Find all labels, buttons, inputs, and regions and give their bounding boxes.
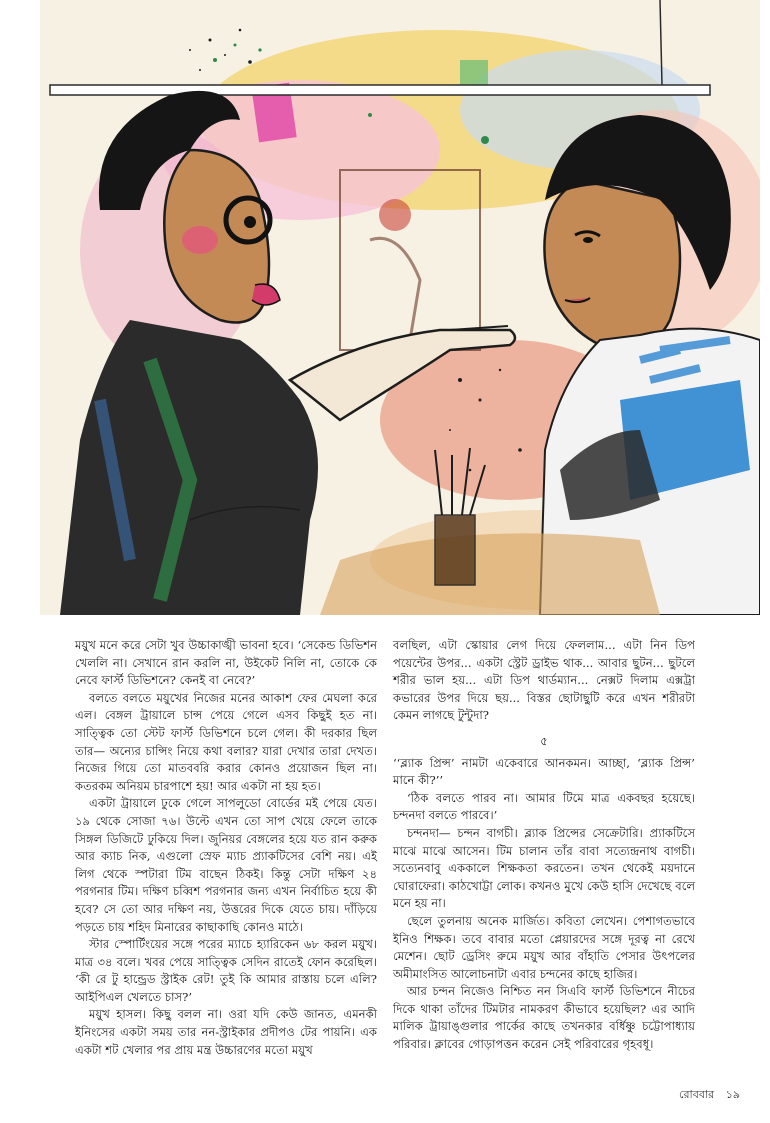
article-body xyxy=(75,637,695,1057)
paragraph: ময়ুখ হাসল। কিছু বলল না। ওরা যদি কেউ জানত, এমনকী ইনিংসের একটা সময় তার নন-স্ট্রাইকার প্রদীপও টের পায়নি। এক একটা শট খেলার পর প্রায় মন্ত্র উচ্চারণের মতো ময়ুখ xyxy=(75,1007,377,1057)
paragraph: স্টার স্পোর্টিংয়ের সঙ্গে পরের ম্যাচে হ্যারিকেন ৬৮ করল ময়ুখ। মাত্র ৩৪ বলে। খবর পেয়ে সাত্ত্বিক সেদিন রাতেই ফোন করেছিল। ‘কী রে টু হান্ড্রেড স্ট্রাইক রেট! তুই কি আমার রাস্তায় চলে এলি? আইপিএল খেলতে চাস?’ xyxy=(75,937,377,1004)
paragraph: একটা ট্রায়ালে ঢুকে গেলে সাপলুডো বোর্ডের মই পেয়ে যেত। ১৯ থেকে সোজা ৭৬। উল্টে এখন তো সাপ খেয়ে ফেলে তাকে সিঙ্গল ডিজিটে ঢুকিয়ে দিল। জুনিয়র বেঙ্গলের হয়ে যত রান করুক আর ক্যাচ নিক, এগুলো স্রেফ ম্যাচ প্র্যাকটিসের বেশি নয়। এই লিগ থেকে স্পটারা টিম বাছেন ঠিকই। কিন্তু সেটা দক্ষিণ ২৪ পরগনার টিম। দক্ষিণ চব্বিশ পরগনার জন্য এখন নির্বাচিত হয়ে কী হবে? সে তো আর দক্ষিণ নয়, উত্তরের দিকে যেতে চায়। দাঁড়িয়ে পড়তে চায় শহিদ মিনারের কাছাকাছি কোনও মাঠে। xyxy=(75,796,377,934)
paragraph: বলছিল, এটা স্কোয়ার লেগ দিয়ে ফেললাম... এটা নিন ডিপ পয়েন্টের উপর... একটা স্ট্রেট ড্রাইভ থাক... আবার ছুটন... ছুটলে শরীর ভাল হয়... এটা ডিপ থার্ডম্যান... নেক্সট দিলাম এক্সট্রা কভারের উপর দিয়ে ছয়... বিস্তর ছোটাছুটি করে এখন শরীরটা কেমন লাগছে টুন্টুদা? xyxy=(393,638,695,723)
paragraph: ময়ুখ মনে করে সেটা খুব উচ্চাকাঙ্খী ভাবনা হবে। ‘সেকেন্ড ডিভিশন খেললি না। সেখানে রান করলি না, উইকেট নিলি না, তোকে কে নেবে ফার্স্ট ডিভিশনে? কেনই বা নেবে?’ xyxy=(75,638,377,688)
page-number: ১৯ xyxy=(725,1088,740,1101)
page-footer xyxy=(679,1086,740,1105)
story-illustration xyxy=(40,0,760,615)
paragraph: ‘ঠিক বলতে পারব না। আমার টিমে মাত্র একবছর হয়েছে। চন্দনদা বলতে পারবে।’ xyxy=(393,790,695,823)
paragraph: ‘‘ব্ল্যাক প্রিন্স’ নামটা একেবারে আনকমন। আচ্ছা, ‘ব্ল্যাক প্রিন্স’ মানে কী?’’ xyxy=(393,755,695,788)
paragraph: আর চন্দন নিজেও নিশ্চিত নন সিএবি ফার্স্ট ডিভিশনে নীচের দিকে থাকা তাঁদের টিমটার নামকরণ কীভাবে হয়েছিল? এর আদি মালিক ট্রায়াঙ্গুলার পার্কের কাছে তখনকার বর্ধিষ্ণু চট্টোপাধ্যায় পরিবার। ক্লাবের গোড়াপত্তন করেন সেই পরিবারের গৃহবধূ। xyxy=(393,984,695,1052)
paragraph: বলতে বলতে ময়ুখের নিজের মনের আকাশ ফের মেঘলা করে এল। বেঙ্গল ট্রায়ালে চান্স পেয়ে গেলে এসব কিছুই হত না। সাত্ত্বিক তো স্টেট ফার্স্ট ডিভিশনে চলে গেল। কী দরকার ছিল তার— অন্যের চান্সিং নিয়ে কথা বলার? যারা দেখার তারা দেখত। নিজের গিয়ে তো মাতববরি করার কোনও প্রয়োজন ছিল না। কতরকম অনিয়ম চারপাশে হয়! আর একটা না হয় হত। xyxy=(75,690,377,793)
section-number: ৫ xyxy=(540,733,548,748)
ink-watercolor-illustration-icon xyxy=(40,0,760,615)
magazine-name: রোববার xyxy=(679,1088,715,1101)
article-column-right xyxy=(393,637,695,1057)
paragraph: ছেলে তুলনায় অনেক মার্জিত। কবিতা লেখেন। পেশাগতভাবে ইনিও শিক্ষক। তবে বাবার মতো প্লেয়ারদের সঙ্গে দূরত্ব না রেখে মেশেন। ছোট ড্রেসিং রুমে ময়ুখ আর বাঁহাতি পেসার উৎপলের অমীমাংসিত আলোচনাটা এবার চন্দনের কাছে হাজির। xyxy=(393,913,695,981)
article-column-left xyxy=(75,637,377,1057)
paragraph: চন্দনদা— চন্দন বাগচী। ব্ল্যাক প্রিন্সের সেক্রেটারি। প্র্যাকটিসে মাঝে মাঝে আসেন। টিম চালান তাঁর বাবা সত্যেন্দ্রনাথ বাগচী। সত্যেনবাবু এককালে শিক্ষকতা করতেন। তখন থেকেই ময়দানে ঘোরাফেরা। কাঠখোট্টা লোক। কখনও মুখে কেউ হাসি দেখেছে বলে মনে হয় না। xyxy=(393,825,695,911)
